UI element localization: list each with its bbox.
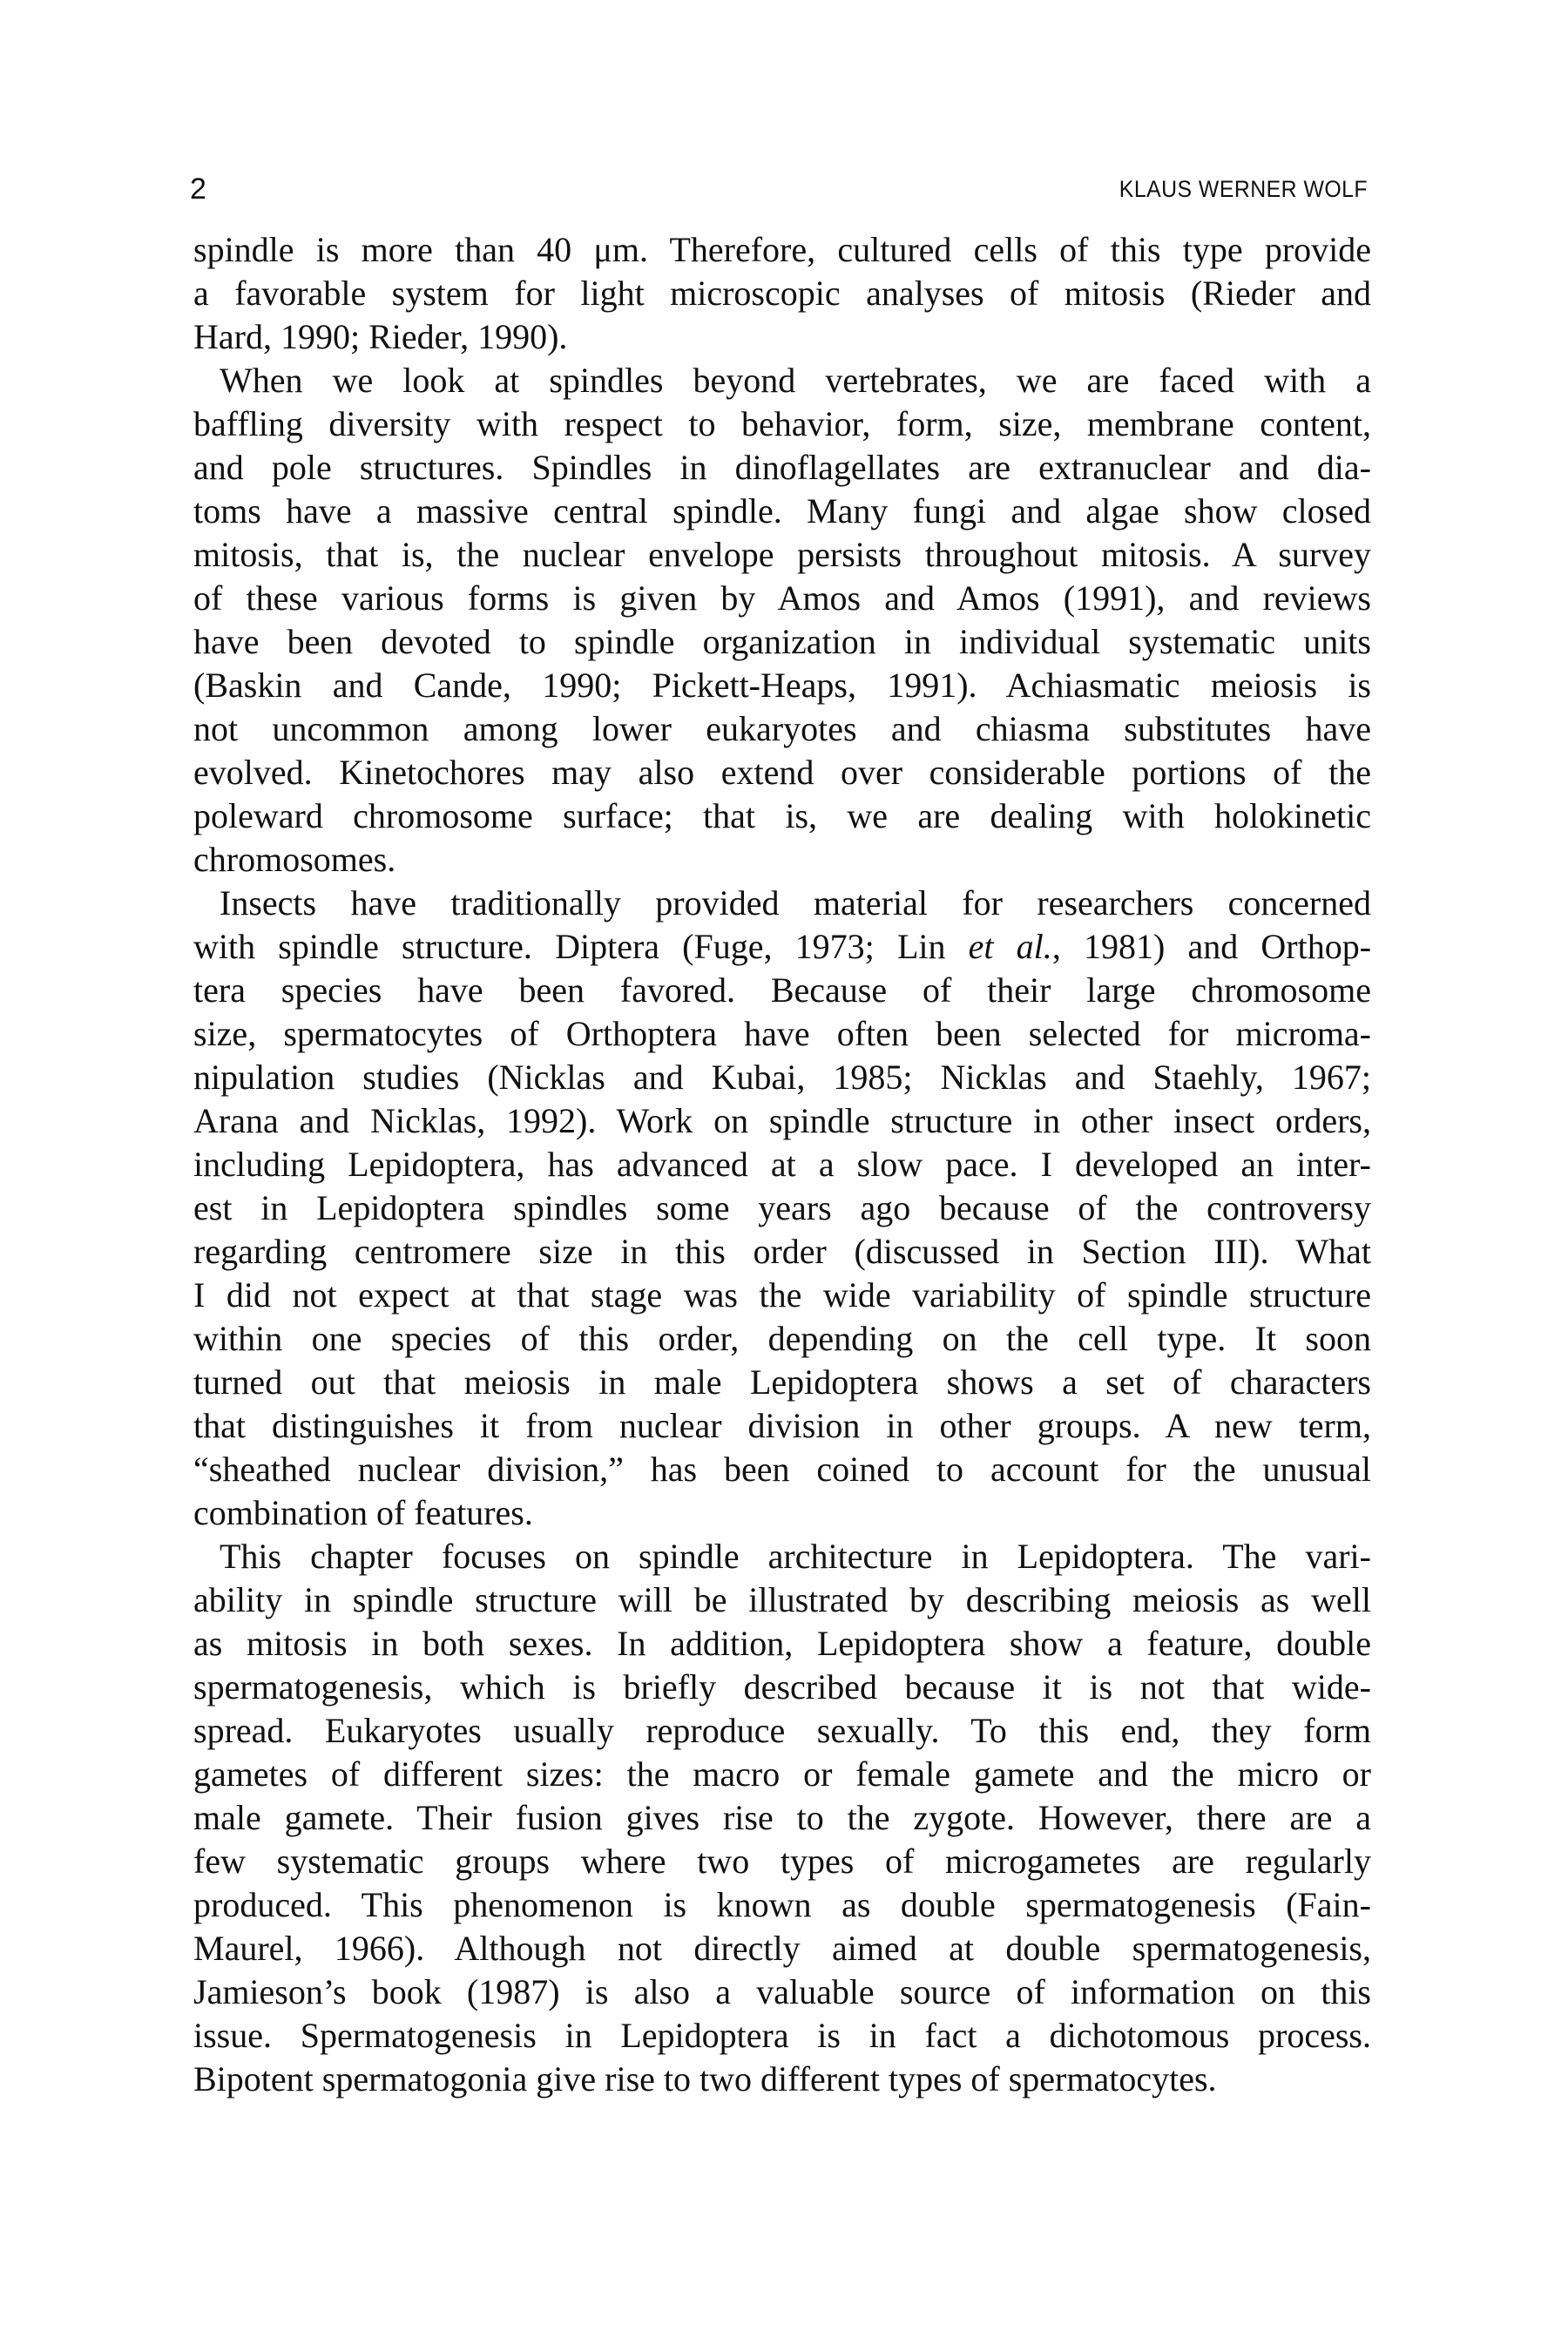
text-line [193,402,1371,446]
text-line [193,359,1371,402]
text-line [193,751,1371,794]
text-line [193,664,1371,707]
text-line [193,577,1371,620]
line-text: as mitosis in both sexes. In addition, Lepidoptera show a feature, double [193,1624,1371,1663]
line-text: combination of features. [193,1493,533,1532]
text-line [193,1274,1371,1317]
page-header [190,172,1368,204]
text-line [193,969,1371,1012]
paragraph [193,1535,1371,2101]
text-line [193,794,1371,838]
text-line [193,1448,1371,1491]
text-line [193,1622,1371,1666]
text-line [193,1361,1371,1404]
text-line [193,228,1371,272]
line-text: evolved. Kinetochores may also extend over considerable portions of the [193,753,1371,792]
line-text: within one species of this order, depending on the cell type. It soon [193,1319,1371,1358]
text-line [193,1883,1371,1927]
paragraph [193,359,1371,882]
line-text: Hard, 1990; Rieder, 1990). [193,317,568,356]
line-text: not uncommon among lower eukaryotes and chiasma substitutes have [193,709,1371,748]
line-text: tera species have been favored. Because of their large chromosome [193,970,1371,1010]
line-text: a favorable system for light microscopic analyses of mitosis (Rieder and [193,274,1371,313]
line-text: spread. Eukaryotes usually reproduce sexually. To this end, they form [193,1711,1371,1750]
paragraph [193,228,1371,359]
text-line [193,1578,1371,1622]
line-text: few systematic groups where two types of microgametes are regularly [193,1842,1371,1881]
page-number: 2 [190,172,206,206]
line-text: have been devoted to spindle organization in individual systematic units [193,622,1371,661]
text-line [193,2014,1371,2058]
line-text: Bipotent spermatogonia give rise to two different types of spermatocytes. [193,2059,1217,2099]
text-line [193,1666,1371,1709]
line-text: Jamieson’s book (1987) is also a valuable source of information on this [193,1972,1371,2011]
line-text: regarding centromere size in this order (discussed in Section III). What [193,1232,1371,1271]
text-line [193,1970,1371,2014]
line-text: ability in spindle structure will be illustrated by describing meiosis as well [193,1580,1371,1619]
line-text: est in Lepidoptera spindles some years ago because of the controversy [193,1188,1371,1227]
line-text: “sheathed nuclear division,” has been coined to account for the unusual [193,1450,1371,1489]
text-line [193,1753,1371,1796]
text-line [193,1317,1371,1361]
line-text: When we look at spindles beyond vertebrates, we are faced with a [220,361,1371,400]
running-head-author: KLAUS WERNER WOLF [1119,176,1368,202]
italic-text: et al. [968,927,1052,966]
line-text: with spindle structure. Diptera (Fuge, 1973; Lin [193,927,969,966]
text-line [193,2058,1371,2101]
line-text: size, spermatocytes of Orthoptera have often been selected for microma- [193,1014,1371,1053]
text-line [193,707,1371,751]
text-line [193,1491,1371,1535]
body-text [193,228,1371,2101]
line-text: including Lepidoptera, has advanced at a slow pace. I developed an inter- [193,1145,1371,1184]
text-line [193,1796,1371,1840]
line-text: chromosomes. [193,840,396,879]
line-text: I did not expect at that stage was the wide variability of spindle structure [193,1275,1371,1315]
line-text: nipulation studies (Nicklas and Kubai, 1985; Nicklas and Staehly, 1967; [193,1058,1371,1097]
line-text: issue. Spermatogenesis in Lepidoptera is in fact a dichotomous process. [193,2016,1371,2055]
text-line [193,1709,1371,1753]
line-text: poleward chromosome surface; that is, we are dealing with holokinetic [193,796,1371,835]
line-text: spindle is more than 40 μm. Therefore, cultured cells of this type provide [193,230,1371,269]
line-text: spermatogenesis, which is briefly described because it is not that wide- [193,1667,1371,1707]
line-text: male gamete. Their fusion gives rise to the zygote. However, there are a [193,1798,1371,1837]
text-line [193,620,1371,664]
line-text: (Baskin and Cande, 1990; Pickett-Heaps, 1991). Achiasmatic meiosis is [193,666,1371,705]
text-line [193,1840,1371,1883]
text-line [193,1404,1371,1448]
text-line [193,1012,1371,1056]
text-line [193,1230,1371,1274]
line-text: that distinguishes it from nuclear division in other groups. A new term, [193,1406,1371,1445]
text-line [193,490,1371,533]
line-text: Insects have traditionally provided material for researchers concerned [220,883,1371,923]
line-text: This chapter focuses on spindle architecture in Lepidoptera. The vari- [220,1537,1371,1576]
text-line [193,882,1371,925]
text-line [193,533,1371,577]
line-text: baffling diversity with respect to behavior, form, size, membrane content, [193,404,1371,443]
text-line [193,925,1371,969]
line-text: produced. This phenomenon is known as double spermatogenesis (Fain- [193,1885,1371,1924]
line-text: Maurel, 1966). Although not directly aimed at double spermatogenesis, [193,1929,1371,1968]
text-line [193,1535,1371,1578]
line-text: , 1981) and Orthop- [1051,927,1372,966]
text-line [193,1099,1371,1143]
line-text: of these various forms is given by Amos and Amos (1991), and reviews [193,578,1371,618]
text-line [193,446,1371,490]
text-line [193,1056,1371,1099]
paragraph [193,882,1371,1535]
line-text: toms have a massive central spindle. Many fungi and algae show closed [193,491,1371,531]
text-line [193,1143,1371,1186]
line-text: Arana and Nicklas, 1992). Work on spindle structure in other insect orders, [193,1101,1371,1140]
line-text: turned out that meiosis in male Lepidoptera shows a set of characters [193,1362,1371,1402]
line-text: mitosis, that is, the nuclear envelope persists throughout mitosis. A survey [193,535,1371,574]
line-text: gametes of different sizes: the macro or female gamete and the micro or [193,1754,1371,1794]
line-text: and pole structures. Spindles in dinoflagellates are extranuclear and dia- [193,448,1371,487]
text-line [193,838,1371,882]
text-line [193,1927,1371,1970]
text-line [193,1186,1371,1230]
text-line [193,315,1371,359]
text-line [193,272,1371,315]
